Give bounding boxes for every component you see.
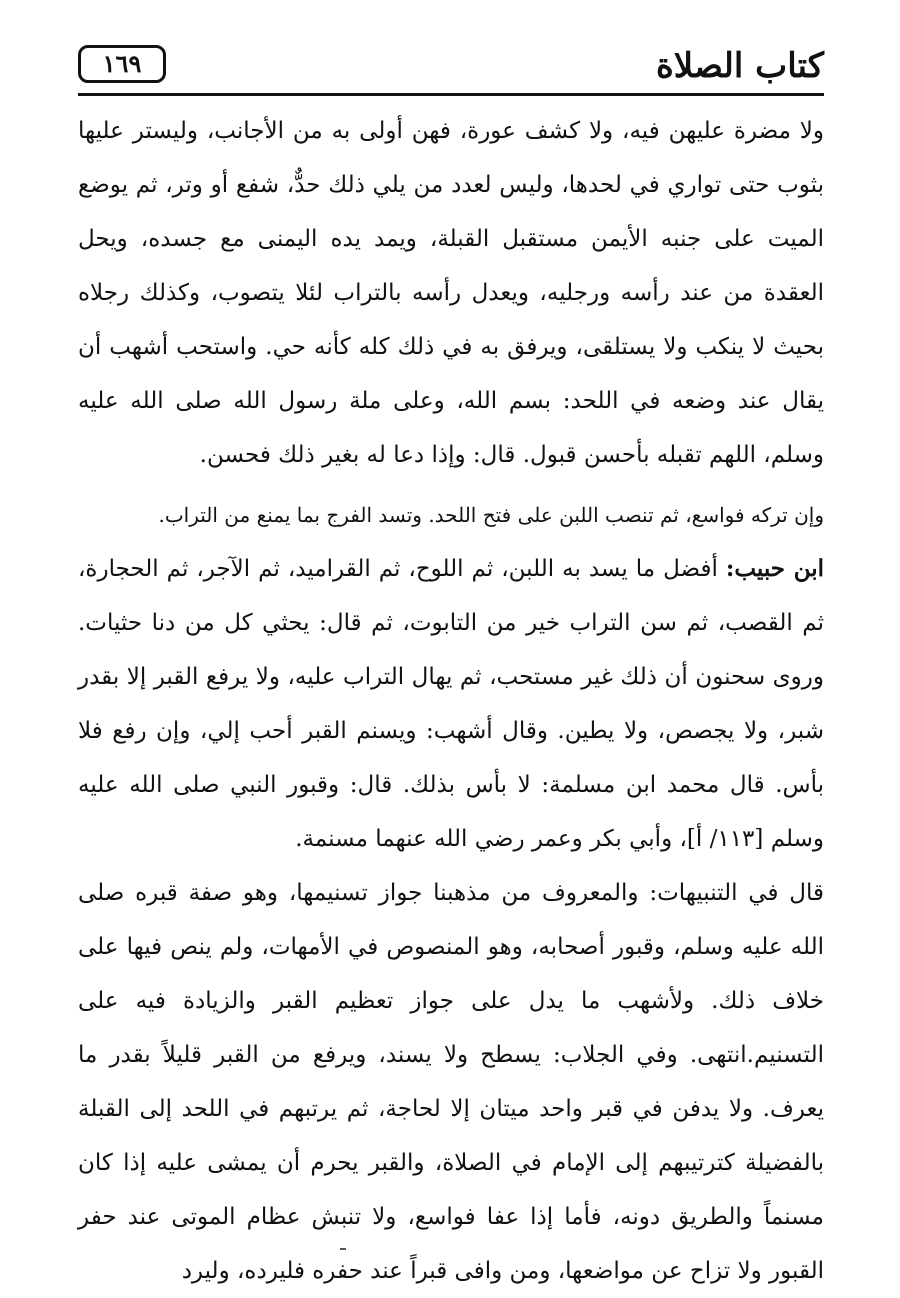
scan-speck <box>340 1248 346 1250</box>
paragraph-tanbihat <box>78 866 824 1298</box>
paragraph-text: أفضل ما يسد به اللبن، ثم اللوح، ثم القراميد، ثم الآجر، ثم الحجارة، ثم القصب، ثم سن التراب خير من التابوت، ثم قال: يحثي كل من دنا حثيات. وروى سحنون أن ذلك غير مستحب، ثم يهال التراب عليه، ولا يرفع القبر إلا بقدر شبر، ولا يجصص، ولا يطين. وقال أشهب: ويسنم القبر أحب إلي، وإن رفع فلا بأس. قال محمد ابن مسلمة: لا بأس بذلك. قال: وقبور النبي صلى الله عليه وسلم [١١٣/ أ]، وأبي بكر وعمر رضي الله عنهما مسنمة. <box>78 556 824 852</box>
paragraph-ibn-habib <box>78 542 824 866</box>
page-body <box>78 104 824 1298</box>
header-divider <box>78 93 824 96</box>
page-number: ١٦٩ <box>78 45 166 83</box>
paragraph-text: قال في التنبيهات: والمعروف من مذهبنا جواز تسنيمها، وهو صفة قبره صلى الله عليه وسلم، وقبور أصحابه، وهو المنصوص في الأمهات، ولم ينص فيها على خلاف ذلك. ولأشهب ما يدل على جواز تعظيم القبر والزيادة فيه على التسنيم.انتهى. وفي الجلاب: يسطح ولا يسند، ويرفع من القبر قليلاً بقدر ما يعرف. ولا يدفن في قبر واحد ميتان إلا لحاجة، ثم يرتبهم في اللحد إلى القبلة بالفضيلة كترتيبهم إلى الإمام في الصلاة، والقبر يحرم أن يمشى عليه إذا كان مسنماً والطريق دونه، فأما إذا عفا فواسع، ولا تنبش عظام الموتى عند حفر القبور ولا تزاح عن مواضعها، ومن وافى قبراً عند حفره فليرده، وليرد <box>78 880 824 1284</box>
paragraph-burial-procedure <box>78 104 824 482</box>
paragraph-bricks <box>78 488 824 542</box>
book-title: كتاب الصلاة <box>655 46 824 86</box>
page-header <box>78 40 824 96</box>
paragraph-lead: ابن حبيب: <box>725 555 824 582</box>
paragraph-text: وإن تركه فواسع، ثم تنصب اللبن على فتح اللحد. وتسد الفرج بما يمنع من التراب. <box>158 503 824 527</box>
paragraph-text: ولا مضرة عليهن فيه، ولا كشف عورة، فهن أولى به من الأجانب، وليستر عليها بثوب حتى تواري في لحدها، وليس لعدد من يلي ذلك حدٌّ، شفع أو وتر، ثم يوضع الميت على جنبه الأيمن مستقبل القبلة، ويمد يده اليمنى مع جسده، ويحل العقدة من عند رأسه ورجليه، ويعدل رأسه بالتراب لئلا يتصوب، وكذلك رجلاه بحيث لا ينكب ولا يستلقى، ويرفق به في ذلك كله كأنه حي. واستحب أشهب أن يقال عند وضعه في اللحد: بسم الله، وعلى ملة رسول الله صلى الله عليه وسلم، اللهم تقبله بأحسن قبول. قال: وإذا دعا له بغير ذلك فحسن. <box>78 118 825 468</box>
